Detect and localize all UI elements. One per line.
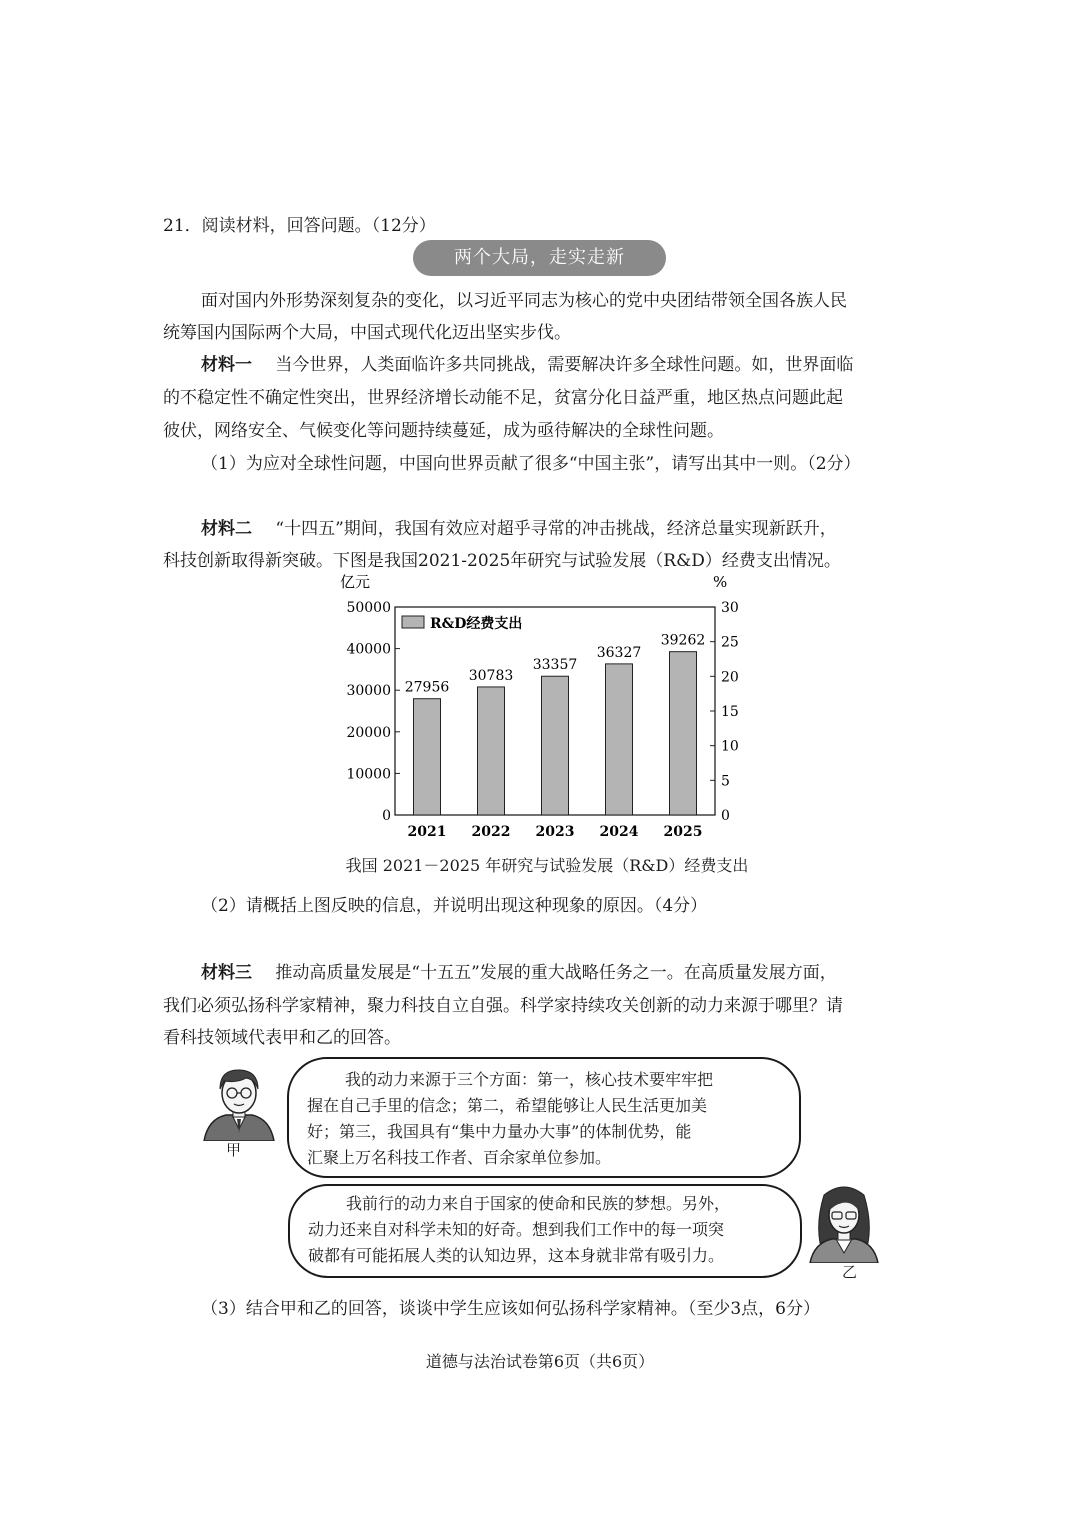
- page-footer: 道德与法治试卷第6页（共6页）: [425, 1352, 655, 1371]
- question-1: （1）为应对全球性问题，中国向世界贡献了很多“中国主张”，请写出其中一则。（2分）: [201, 454, 861, 474]
- material3-text-1: 推动高质量发展是“十五五”发展的重大战略任务之一。在高质量发展方面，: [275, 963, 837, 983]
- bar-2022: [478, 687, 505, 815]
- intro-line-2: 统筹国内国际两个大局，中国式现代化迈出坚实步伐。: [163, 323, 571, 343]
- question-header: 21．阅读材料，回答问题。（12分）: [163, 216, 436, 236]
- bar-value-label: 30783: [468, 667, 514, 684]
- chart-caption: 我国 2021－2025 年研究与试验发展（R&D）经费支出: [345, 856, 749, 875]
- speech-b-line-1: 我前行的动力来自于国家的使命和民族的梦想。另外，: [346, 1194, 731, 1213]
- speech-a-line-4: 汇聚上万名科技工作者、百余家单位参加。: [307, 1148, 612, 1167]
- right-tick-label: 5: [721, 773, 730, 790]
- bar-2023: [542, 676, 569, 815]
- right-tick-label: 15: [721, 704, 739, 720]
- person-b-avatar: [806, 1181, 882, 1263]
- speech-bubble-b: [288, 1184, 802, 1278]
- right-tick-label: 0: [721, 808, 730, 824]
- material1-text-1: 当今世界，人类面临许多共同挑战，需要解决许多全球性问题。如，世界面临: [275, 355, 854, 375]
- material2-first-line: [201, 518, 923, 540]
- intro-line-1: 面对国内外形势深刻复杂的变化，以习近平同志为核心的党中央团结带领全国各族人民: [201, 291, 847, 311]
- bar-value-label: 39262: [660, 632, 706, 649]
- left-tick-label: 20000: [346, 724, 391, 741]
- left-tick-label: 0: [382, 808, 391, 824]
- material3-label: 材料三: [201, 963, 252, 983]
- material2-label: 材料二: [201, 519, 252, 539]
- x-tick-label: 2022: [471, 824, 511, 840]
- right-tick-label: 20: [721, 669, 739, 686]
- bar-value-label: 36327: [596, 644, 642, 661]
- question-2: （2）请概括上图反映的信息，并说明出现这种现象的原因。（4分）: [201, 896, 708, 916]
- x-tick-label: 2023: [535, 824, 575, 840]
- x-tick-label: 2025: [663, 824, 703, 840]
- legend-swatch: [402, 616, 424, 628]
- person-a-avatar: [198, 1063, 280, 1141]
- material1-first-line: [201, 354, 923, 376]
- person-a-name: 甲: [226, 1141, 242, 1159]
- x-tick-label: 2021: [407, 824, 447, 840]
- material2-text-2: 科技创新取得新突破。下图是我国2021-2025年研究与试验发展（R&D）经费支出情况。: [163, 551, 841, 571]
- speech-bubble-a: [287, 1057, 801, 1178]
- right-tick-label: 30: [721, 600, 739, 616]
- topic-banner: 两个大局，走实走新: [413, 240, 666, 276]
- material1-text-3: 彼伏，网络安全、气候变化等问题持续蔓延，成为亟待解决的全球性问题。: [163, 421, 724, 441]
- material2-text-1: “十四五”期间，我国有效应对超乎寻常的冲击挑战，经济总量实现新跃升，: [275, 519, 837, 539]
- bar-2024: [606, 664, 633, 815]
- speech-b-line-2: 动力还来自对科学未知的好奇。想到我们工作中的每一项突: [308, 1220, 725, 1239]
- material1-text-2: 的不稳定性不确定性突出，世界经济增长动能不足，贫富分化日益严重，地区热点问题此起: [163, 388, 843, 408]
- legend-label: R&D经费支出: [430, 616, 523, 632]
- material1-label: 材料一: [201, 355, 252, 375]
- right-tick-label: 10: [721, 738, 739, 755]
- speech-a-line-3: 好；第三，我国具有“集中力量办大事”的体制优势，能: [307, 1122, 692, 1141]
- bar-value-label: 33357: [532, 657, 578, 674]
- bar-value-label: 27956: [404, 679, 450, 696]
- bar-2021: [414, 699, 441, 815]
- right-tick-label: 25: [721, 634, 739, 651]
- x-tick-label: 2024: [599, 824, 639, 840]
- question-3: （3）结合甲和乙的回答，谈谈中学生应该如何弘扬科学家精神。（至少3点，6分）: [201, 1299, 820, 1319]
- left-axis-unit: 亿元: [340, 573, 371, 591]
- person-b-name: 乙: [842, 1263, 858, 1281]
- speech-a-line-2: 握在自己手里的信念；第二，希望能够让人民生活更加美: [307, 1096, 708, 1115]
- left-tick-label: 30000: [346, 683, 391, 700]
- left-tick-label: 50000: [346, 600, 391, 616]
- rd-chart: [330, 570, 760, 850]
- left-tick-label: 40000: [346, 641, 391, 658]
- speech-a-line-1: 我的动力来源于三个方面：第一，核心技术要牢牢把: [345, 1070, 714, 1089]
- material3-first-line: [201, 962, 923, 984]
- material3-text-3: 看科技领域代表甲和乙的回答。: [163, 1028, 401, 1048]
- speech-b-line-3: 破都有可能拓展人类的认知边界，这本身就非常有吸引力。: [308, 1246, 725, 1265]
- material3-text-2: 我们必须弘扬科学家精神，聚力科技自立自强。科学家持续攻关创新的动力来源于哪里？请: [163, 996, 843, 1016]
- left-tick-label: 10000: [346, 766, 391, 783]
- bar-2025: [670, 652, 697, 815]
- right-axis-unit: %: [713, 573, 728, 591]
